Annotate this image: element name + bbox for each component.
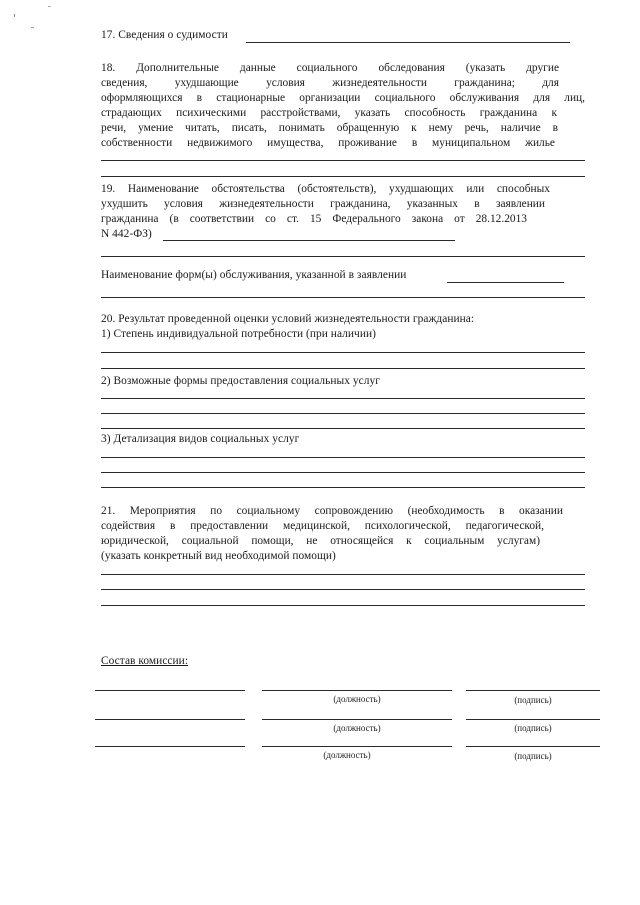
commission-title: Состав комиссии: <box>101 655 189 667</box>
item-1-answer-line-2[interactable] <box>101 368 585 369</box>
member-2-position-caption: (должность) <box>333 723 381 733</box>
item-3-answer-line-2[interactable] <box>101 472 585 473</box>
section-21-line-2: содействия в предоставлении медицинской, психологической, педагогической, <box>101 520 544 532</box>
service-forms-inline-line[interactable] <box>447 282 564 283</box>
section-19-line-3: гражданина (в соответствии со ст. 15 Федерального закона от 28.12.2013 <box>101 213 527 225</box>
section-19-inline-answer-line[interactable] <box>163 240 455 241</box>
section-18-line-4: страдающих психическими расстройствами, указать способность гражданина к <box>101 107 557 119</box>
section-21-answer-line-3[interactable] <box>101 605 585 606</box>
section-18-line-2: сведения, ухудшающие условия жизнедеятельности гражданина; для <box>101 77 559 89</box>
member-1-position-caption: (должность) <box>333 694 381 704</box>
member-3-position-caption: (должность) <box>323 750 371 760</box>
section-19-line-4: N 442-ФЗ) <box>101 228 152 240</box>
section-20-item-1: 1) Степень индивидуальной потребности (при наличии) <box>101 328 376 340</box>
section-19-line-2: ухудшить условия жизнедеятельности гражданина, указанных в заявлении <box>101 198 545 210</box>
section-21-answer-line-1[interactable] <box>101 574 585 575</box>
member-1-position-line[interactable] <box>262 690 452 691</box>
section-18-line-3: оформляющихся в стационарные организации социального обслуживания для лиц, <box>101 92 585 104</box>
item-3-answer-line-3[interactable] <box>101 487 585 488</box>
item-1-answer-line-1[interactable] <box>101 352 585 353</box>
member-1-signature-caption: (подпись) <box>514 695 552 705</box>
section-20-title: 20. Результат проведенной оценки условий жизнедеятельности гражданина: <box>101 313 475 325</box>
member-2-signature-caption: (подпись) <box>514 723 552 733</box>
service-forms-label: Наименование форм(ы) обслуживания, указанной в заявлении <box>101 269 407 281</box>
item-2-answer-line-3[interactable] <box>101 428 585 429</box>
section-18-answer-line-1[interactable] <box>101 160 585 161</box>
scan-artifact <box>0 0 60 40</box>
member-2-signature-line[interactable] <box>466 719 600 720</box>
section-17-label: 17. Сведения о судимости <box>101 29 228 41</box>
member-3-position-line[interactable] <box>262 746 452 747</box>
section-19-line-1: 19. Наименование обстоятельства (обстоятельств), ухудшающих или способных <box>101 183 550 195</box>
section-17-answer-line[interactable] <box>246 42 570 43</box>
section-21-line-3: юридической, социальной помощи, не относящейся к социальным услугам) <box>101 535 540 547</box>
member-3-signature-line[interactable] <box>466 746 600 747</box>
section-18-line-6: собственности недвижимого имущества, проживание в муниципальном жилье <box>101 137 555 149</box>
section-21-line-1: 21. Мероприятия по социальному сопровождению (необходимость в оказании <box>101 505 563 517</box>
section-20-item-3: 3) Детализация видов социальных услуг <box>101 433 300 445</box>
item-2-answer-line-1[interactable] <box>101 398 585 399</box>
item-3-answer-line-1[interactable] <box>101 457 585 458</box>
section-21-answer-line-2[interactable] <box>101 589 585 590</box>
member-3-signature-caption: (подпись) <box>514 751 552 761</box>
member-2-name-line[interactable] <box>95 719 245 720</box>
section-20-item-2: 2) Возможные формы предоставления социальных услуг <box>101 375 380 387</box>
service-forms-answer-line[interactable] <box>101 297 585 298</box>
item-2-answer-line-2[interactable] <box>101 413 585 414</box>
member-1-name-line[interactable] <box>95 690 245 691</box>
section-19-answer-line-1[interactable] <box>101 256 585 257</box>
member-2-position-line[interactable] <box>262 719 452 720</box>
section-18-line-5: речи, умение читать, писать, понимать обращенную к нему речь, наличие в <box>101 122 558 134</box>
section-21-line-4: (указать конкретный вид необходимой помощи) <box>101 550 336 562</box>
section-18-answer-line-2[interactable] <box>101 176 585 177</box>
member-1-signature-line[interactable] <box>466 690 600 691</box>
section-18-line-1: 18. Дополнительные данные социального обследования (указать другие <box>101 62 559 74</box>
member-3-name-line[interactable] <box>95 746 245 747</box>
